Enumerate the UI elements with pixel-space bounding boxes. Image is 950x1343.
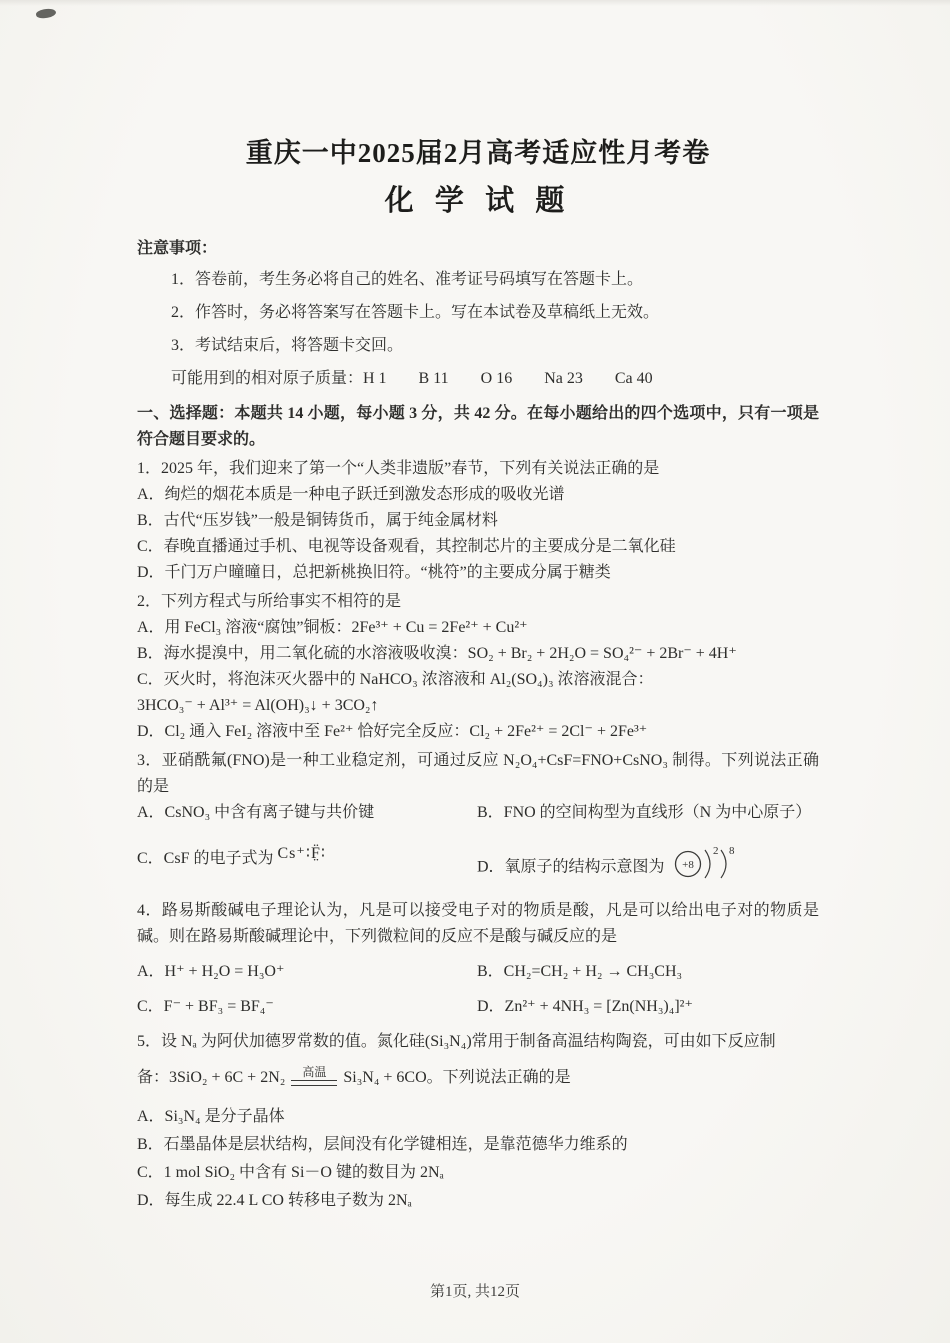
electron-shell-arc-2: [721, 850, 726, 878]
question-3-option-b: B．FNO 的空间构型为直线形（N 为中心原子）: [477, 804, 812, 821]
question-2-option-c: C．灭火时，将泡沫灭火器中的 NaHCO₃ 浓溶液和 Al₂(SO₄)₃ 浓溶液混合：: [137, 671, 654, 688]
question-3-option-d: [477, 846, 819, 890]
scan-artifact: [35, 7, 56, 19]
question-4-options-row-2: [137, 994, 819, 1020]
question-4-options-row-1: [137, 959, 819, 985]
question-3-stem: 3．亚硝酰氟(FNO)是一种工业稳定剂，可通过反应 N₂O₄+CsF=FNO+CsNO₃ 制得。下列说法正确的是: [137, 752, 819, 795]
question-2: [137, 589, 819, 745]
exam-title: 重庆一中2025届2月高考适应性月考卷: [245, 138, 711, 168]
question-2-stem: 2．下列方程式与所给事实不相符的是: [137, 593, 402, 610]
nucleus-charge: +8: [681, 859, 694, 871]
question-2-option-a: A．用 FeCl₃ 溶液“腐蚀”铜板：2Fe³⁺ + Cu = 2Fe²⁺ + Cu²⁺: [137, 619, 528, 636]
question-2-option-c-equation: 3HCO₃⁻ + Al³⁺ = Al(OH)₃↓ + 3CO₂↑: [137, 697, 379, 714]
electron-shell-arc-1: [705, 850, 710, 878]
reaction-condition: [291, 1066, 337, 1086]
electron-dot-formula: Cs⁺∶F̤̈∶: [277, 845, 327, 862]
oxygen-atom-diagram: [671, 838, 749, 882]
reaction-double-line: [291, 1080, 337, 1086]
question-1: [137, 456, 819, 586]
question-1-option-d: D．千门万户曈曈日，总把新桃换旧符。“桃符”的主要成分属于糖类: [137, 564, 611, 581]
question-1-stem: 1．2025 年，我们迎来了第一个“人类非遗版”春节，下列有关说法正确的是: [137, 460, 660, 477]
question-1-option-c: C．春晚直播通过手机、电视等设备观看，其控制芯片的主要成分是二氧化硅: [137, 538, 676, 555]
page-number: 第1页, 共12页: [429, 1284, 520, 1300]
question-3-options-row-1: [137, 800, 819, 826]
question-3: [137, 748, 819, 890]
equation-left: 备：3SiO₂ + 6C + 2N₂: [137, 1069, 286, 1086]
question-4-option-c: C．F⁻ + BF₃ = BF₄⁻: [137, 998, 274, 1015]
question-4-option-d: D．Zn²⁺ + 4NH₃ = [Zn(NH₃)₄]²⁺: [477, 998, 693, 1015]
question-2-option-d: D．Cl₂ 通入 FeI₂ 溶液中至 Fe²⁺ 恰好完全反应：Cl₂ + 2Fe²⁺ = 2Cl⁻ + 2Fe³⁺: [137, 723, 648, 740]
question-3-option-a: A．CsNO₃ 中含有离子键与共价键: [137, 804, 375, 821]
equation-right: Si₃N₄ + 6CO。下列说法正确的是: [343, 1069, 571, 1086]
shell-2-electron-count: 8: [728, 845, 735, 857]
question-5-option-c: C．1 mol SiO₂ 中含有 Si－O 键的数目为 2Nₐ: [137, 1164, 444, 1181]
exam-subject-title: 化 学 试 题: [384, 185, 572, 217]
option-d-label: D．氧原子的结构示意图为: [477, 858, 665, 876]
notice-item-1: 1．答卷前，考生务必将自己的姓名、准考证号码填写在答题卡上。: [171, 271, 644, 288]
question-5-stem: 5．设 Nₐ 为阿伏加德罗常数的值。氮化硅(Si₃N₄)常用于制备高温结构陶瓷，可由如下反应制: [137, 1033, 776, 1050]
question-1-option-a: A．绚烂的烟花本质是一种电子跃迁到激发态形成的吸收光谱: [137, 486, 565, 503]
question-1-option-b: B．古代“压岁钱”一般是铜铸货币，属于纯金属材料: [137, 512, 498, 529]
question-3-options-row-2: [137, 846, 819, 890]
question-2-option-b: B．海水提溴中，用二氧化硫的水溶液吸收溴：SO₂ + Br₂ + 2H₂O = SO₄²⁻ + 2Br⁻ + 4H⁺: [137, 645, 737, 662]
condition-label: 高温: [302, 1065, 327, 1080]
question-5: [137, 1029, 819, 1215]
question-5-option-d: D．每生成 22.4 L CO 转移电子数为 2Nₐ: [137, 1192, 412, 1209]
question-5-equation: [137, 1065, 819, 1091]
question-4-option-a: A．H⁺ + H₂O = H₃O⁺: [137, 963, 285, 980]
question-3-option-c: [137, 846, 477, 890]
exam-content: [137, 0, 819, 1218]
notice-item-3: 3．考试结束后，将答题卡交回。: [171, 337, 404, 354]
question-4-stem: 4．路易斯酸碱电子理论认为，凡是可以接受电子对的物质是酸，凡是可以给出电子对的物质是碱。则在路易斯酸碱理论中，下列微粒间的反应不是酸与碱反应的是: [137, 902, 819, 945]
shell-1-electron-count: 2: [712, 845, 719, 857]
question-5-option-a: A．Si₃N₄ 是分子晶体: [137, 1108, 285, 1125]
notice-heading: 注意事项：: [137, 240, 218, 257]
question-4: [137, 898, 819, 1020]
option-c-label: C．CsF 的电子式为: [137, 850, 274, 867]
question-5-option-b: B．石墨晶体是层状结构，层间没有化学键相连，是靠范德华力维系的: [137, 1136, 628, 1153]
notice-item-2: 2．作答时，务必将答案写在答题卡上。写在本试卷及草稿纸上无效。: [171, 304, 660, 321]
section-heading: 一、选择题：本题共 14 小题，每小题 3 分，共 42 分。在每小题给出的四个选项中，只有一项是符合题目要求的。: [137, 405, 819, 448]
atomic-mass-line: 可能用到的相对原子质量：H 1 B 11 O 16 Na 23 Ca 40: [171, 370, 653, 387]
question-4-option-b: B．CH₂=CH₂ + H₂ → CH₃CH₃: [477, 963, 683, 980]
